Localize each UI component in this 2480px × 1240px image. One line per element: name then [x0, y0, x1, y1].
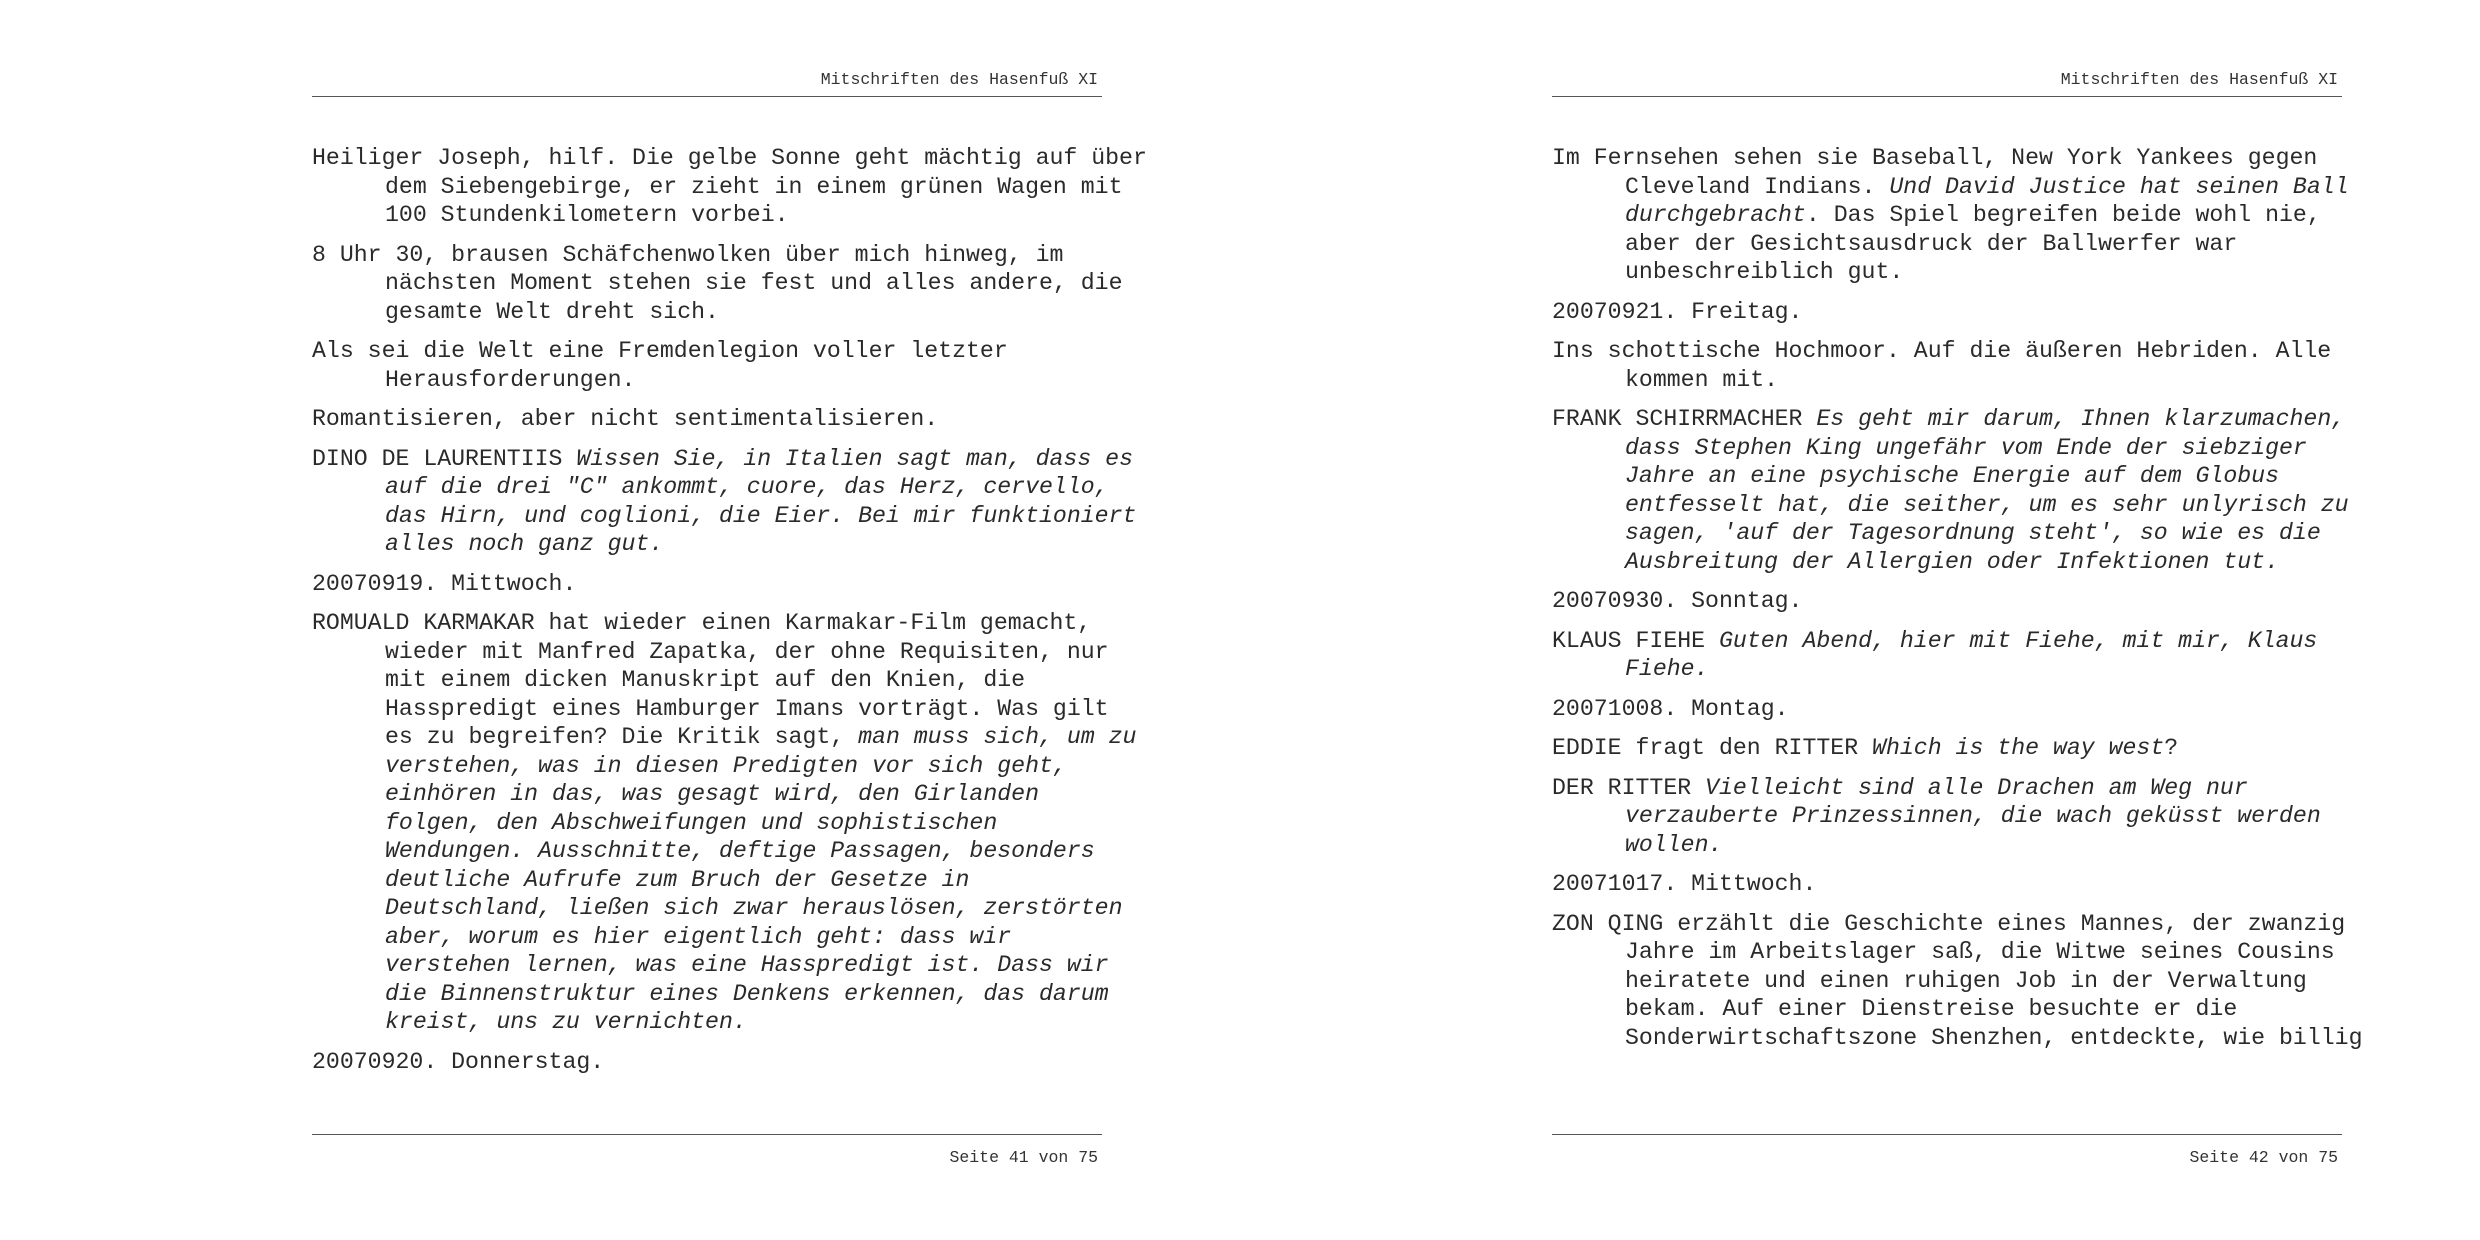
paragraph: EDDIE fragt den RITTER Which is the way west? [1552, 735, 2179, 761]
paragraph: DER RITTER Vielleicht sind alle Drachen am Weg nur verzauberte Prinzessinnen, die wach geküsst werden wollen. [1552, 774, 2321, 858]
date-entry: 20070920. Donnerstag. [312, 1048, 605, 1075]
date-entry: 20070921. Freitag. [1552, 298, 1803, 325]
page-41 [312, 0, 1147, 1240]
date-entry: 20071008. Montag. [1552, 695, 1789, 722]
paragraph: DINO DE LAURENTIIS Wissen Sie, in Italien sagt man, dass es auf die drei "C" ankommt, cuore, das Herz, cervello, das Hirn, und coglioni, die Eier. Bei mir funktioniert alles noch ganz gut. [312, 445, 1137, 557]
date-entry: 20070919. Mittwoch. [312, 570, 577, 597]
running-header: Mitschriften des Hasenfuß XI [2060, 70, 2338, 89]
footer-rule [1552, 1134, 2342, 1135]
date-entry: 20070930. Sonntag. [1552, 588, 1803, 614]
paragraph: Ins schottische Hochmoor. Auf die äußeren Hebriden. Alle kommen mit. [1552, 338, 2332, 393]
header-rule [1552, 96, 2342, 97]
paragraph: ZON QING erzählt die Geschichte eines Mannes, der zwanzig Jahre im Arbeitslager saß, die Witwe seines Cousins heiratete und einen ruhigen Job in der Verwaltung bekam. Auf einer Dienstreise besuchte er die Sonderwirtschaftszone Shenzhen, entdeckte, wie billig [1552, 910, 2363, 1051]
paragraph: Im Fernsehen sehen sie Baseball, New York Yankees gegen Cleveland Indians. Und David Justice hat seinen Ball durchgebracht. Das Spiel begreifen beide wohl nie, aber der Gesichtsausdruck der Ballwerfer war unbeschreiblich gut. [1552, 145, 2349, 285]
paragraph: Romantisieren, aber nicht sentimentalisieren. [312, 406, 939, 432]
paragraph: Als sei die Welt eine Fremdenlegion voller letzter Herausforderungen. [312, 338, 1008, 393]
paragraph: FRANK SCHIRRMACHER Es geht mir darum, Ihnen klarzumachen, dass Stephen King ungefähr vom Ende der siebziger Jahre an eine psychische Energie auf dem Globus entfesselt hat, die seither, um es sehr unlyrisch zu sagen, 'auf der Tagesordnung steht', so wie es die Ausbreitung der Allergien oder Infektionen tut. [1552, 406, 2349, 575]
paragraph: 8 Uhr 30, brausen Schäfchenwolken über mich hinweg, im nächsten Moment stehen sie fest und alles andere, die gesamte Welt dreht sich. [312, 241, 1123, 325]
running-header: Mitschriften des Hasenfuß XI [820, 70, 1098, 89]
header-rule [312, 96, 1102, 97]
footer-rule [312, 1134, 1102, 1135]
page-number: Seite 41 von 75 [949, 1148, 1098, 1167]
date-entry: 20071017. Mittwoch. [1552, 871, 1817, 897]
page-number: Seite 42 von 75 [2189, 1148, 2338, 1167]
paragraph: KLAUS FIEHE Guten Abend, hier mit Fiehe, mit mir, Klaus Fiehe. [1552, 627, 2318, 682]
page-body [312, 144, 1147, 1087]
page-body [1552, 144, 2363, 1063]
paragraph: Heiliger Joseph, hilf. Die gelbe Sonne geht mächtig auf über dem Siebengebirge, er zieht in einem grünen Wagen mit 100 Stundenkilometern vorbei. [312, 145, 1147, 228]
page-42 [1552, 0, 2363, 1240]
paragraph: ROMUALD KARMAKAR hat wieder einen Karmakar-Film gemacht, wieder mit Manfred Zapatka, der ohne Requisiten, nur mit einem dicken Manuskript auf den Knien, die Hasspredigt eines Hamburger Imans vorträgt. Was gilt es zu begreifen? Die Kritik sagt, man muss sich, um zu verstehen, was in diesen Predigten vor sich geht, einhören in das, was gesagt wird, den Girlanden folgen, den Abschweifungen und sophistischen Wendungen. Ausschnitte, deftige Passagen, besonders deutliche Aufrufe zum Bruch der Gesetze in Deutschland, ließen sich zwar herauslösen, zerstörten aber, worum es hier eigentlich geht: dass wir verstehen lernen, was eine Hasspredigt ist. Dass wir die Binnenstruktur eines Denkens erkennen, das darum kreist, uns zu vernichten. [312, 610, 1137, 1035]
